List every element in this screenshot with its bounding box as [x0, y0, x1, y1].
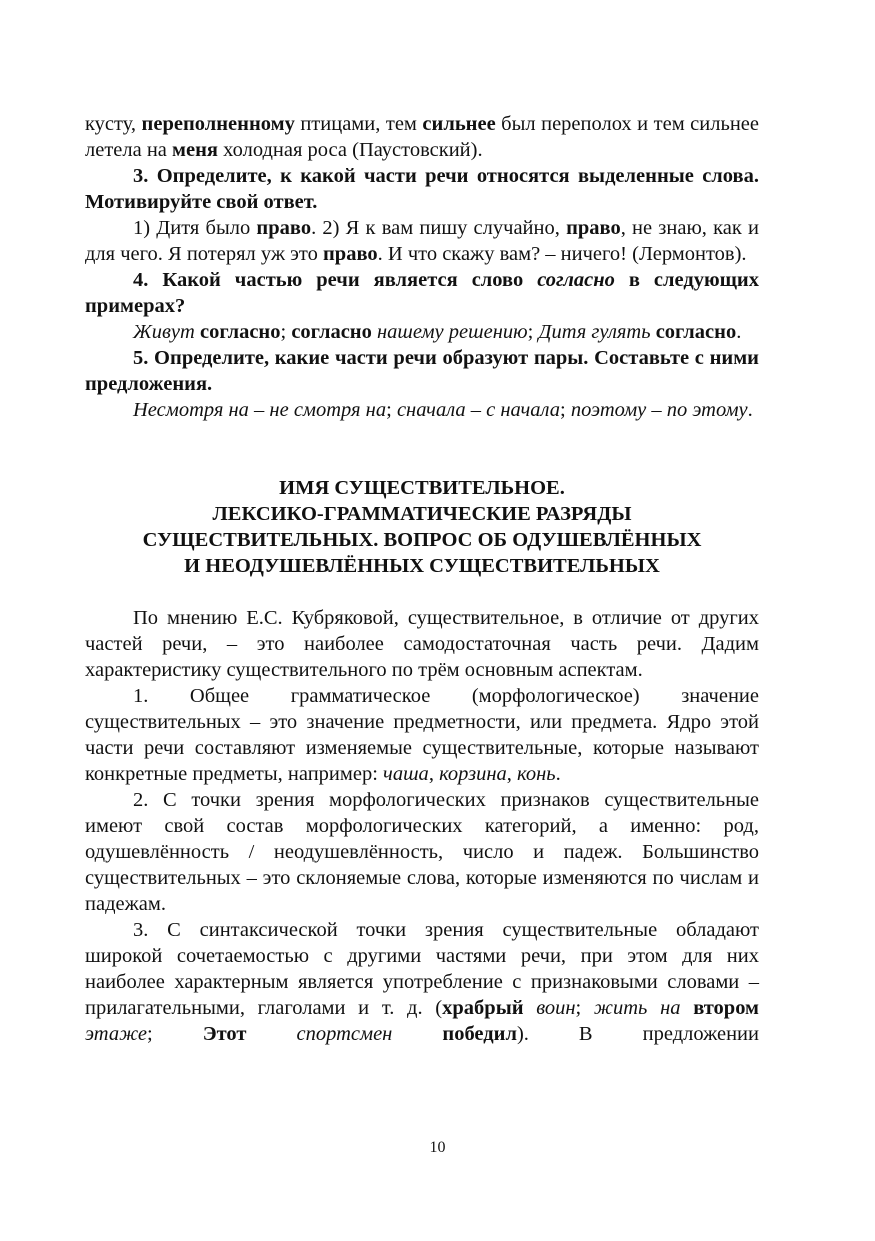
bold-word: Этот — [202, 1023, 247, 1045]
italic-word: Дитя гулять — [538, 321, 651, 343]
separator: , — [428, 763, 440, 785]
text: 4. Какой частью речи является слово — [133, 269, 538, 291]
text: , не знаю, как и для чего. Я потерял уж это — [85, 217, 759, 265]
heading-line: ИМЯ СУЩЕСТВИТЕЛЬНОЕ. — [279, 477, 565, 499]
separator: ; — [575, 997, 594, 1019]
italic-word: сначала – с начала — [396, 399, 560, 421]
body-paragraph — [85, 917, 759, 1047]
page-content — [85, 111, 759, 1047]
body-paragraph: 2. С точки зрения морфологических признаков существительные имеют свой состав морфологических категорий, а именно: род, одушевлённость / неодушевлённость, число и падеж. Большинство существительных – это склоняемые слова, которые изменяются по числам и падежам. — [85, 789, 759, 915]
body-paragraph: По мнению Е.С. Кубряковой, существительное, в отличие от других частей речи, – это наиболее самодостаточная часть речи. Дадим характеристику существительного по трём основным аспектам. — [85, 607, 759, 681]
task-4-examples — [85, 319, 759, 345]
separator: ; — [386, 399, 397, 421]
paragraph-continuation — [85, 111, 759, 163]
italic-word: Живут — [133, 321, 195, 343]
bold-word: право — [566, 217, 621, 239]
bold-word: согласно — [655, 321, 737, 343]
body-paragraph — [85, 683, 759, 787]
bold-word: втором — [693, 997, 760, 1019]
italic-word: корзина — [439, 763, 507, 785]
bold-word: меня — [172, 139, 219, 161]
heading-line: И НЕОДУШЕВЛЁННЫХ СУЩЕСТВИТЕЛЬНЫХ — [184, 555, 660, 577]
text: в следующих примерах? — [85, 269, 759, 317]
italic-word: спортсмен — [296, 1023, 393, 1045]
italic-word: поэтому – по этому — [570, 399, 748, 421]
italic-word: нашему решению — [376, 321, 528, 343]
text: кусту, — [85, 113, 142, 135]
text: холодная роса (Паустовский). — [218, 139, 483, 161]
text: был переполох и тем сильнее летела на — [85, 113, 759, 161]
italic-word: конь — [517, 763, 556, 785]
heading-line: ЛЕКСИКО-ГРАММАТИЧЕСКИЕ РАЗРЯДЫ — [212, 503, 632, 525]
separator: ; — [280, 321, 292, 343]
separator: ; — [527, 321, 539, 343]
separator: ; — [146, 1023, 203, 1045]
bold-word: согласно — [291, 321, 372, 343]
italic-word: чаша — [383, 763, 429, 785]
text: 1. Общее грамматическое (морфологическое) значение существительных – это значение предметности, или предмета. Ядро этой части речи составляют изменяемые существительные, которые называют конкретные предметы, например: — [85, 685, 759, 785]
separator: , — [506, 763, 518, 785]
text: . 2) Я к вам пишу случайно, — [311, 217, 567, 239]
italic-word: согласно — [537, 269, 615, 291]
italic-word: воин — [536, 997, 576, 1019]
bold-word: победил — [442, 1023, 517, 1045]
task-5-question: 5. Определите, какие части речи образуют пары. Составьте с ними предложения. — [85, 347, 759, 395]
text: 1) Дитя было — [133, 217, 257, 239]
bold-word: переполненному — [141, 113, 295, 135]
separator: . — [736, 321, 742, 343]
italic-word: Несмотря на – не смотря на — [133, 399, 387, 421]
text: 3. С синтаксической точки зрения существительные обладают широкой сочетаемостью с другими частями речи, при этом для них наиболее характерным является употребление с признаковыми словами – прилагательными, глаголами и т. д. ( — [85, 919, 759, 1019]
section-heading — [85, 475, 759, 579]
text: . И что скажу вам? – ничего! (Лермонтов). — [377, 243, 747, 265]
bold-word: право — [323, 243, 378, 265]
bold-word: согласно — [199, 321, 281, 343]
separator: ; — [560, 399, 571, 421]
task-5-examples — [85, 397, 759, 423]
bold-word: право — [256, 217, 312, 239]
task-3-question: 3. Определите, к какой части речи относятся выделенные слова. Мотивируйте свой ответ. — [85, 165, 759, 213]
bold-word: храбрый — [442, 997, 524, 1019]
task-3-examples — [85, 215, 759, 267]
italic-word: жить на — [593, 997, 681, 1019]
text: птицами, тем — [294, 113, 423, 135]
separator: . — [747, 399, 753, 421]
separator: . — [555, 763, 561, 785]
text: ). В предложении — [516, 1023, 759, 1045]
heading-line: СУЩЕСТВИТЕЛЬНЫХ. ВОПРОС ОБ ОДУШЕВЛЁННЫХ — [142, 529, 702, 551]
page-number: 10 — [429, 1139, 446, 1156]
task-4-question — [85, 267, 759, 319]
bold-word: сильнее — [422, 113, 496, 135]
italic-word: этаже — [85, 1023, 147, 1045]
